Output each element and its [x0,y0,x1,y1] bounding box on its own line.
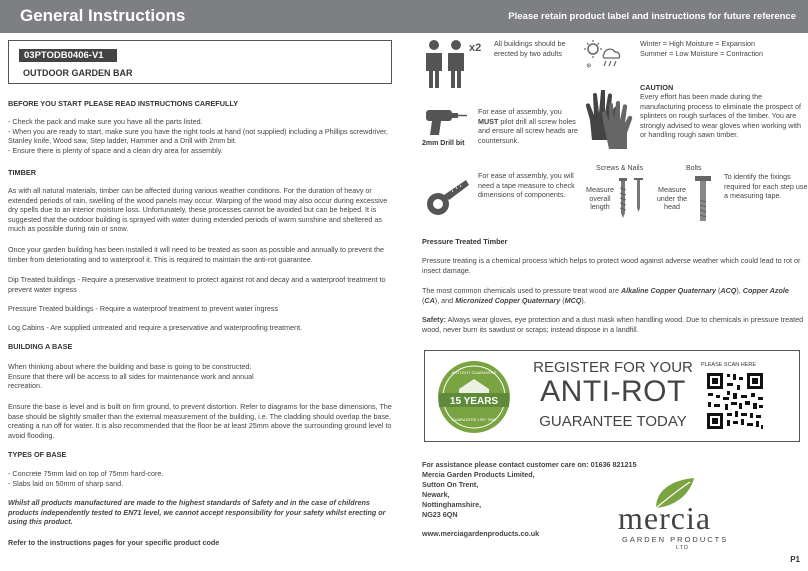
pt-p2-a: The most common chemicals used to pressure treat wood are [422,286,621,295]
pt-p2-m: ). [581,295,586,305]
banner-line-2: ANTI-ROT [540,375,686,408]
scan-label: PLEASE SCAN HERE [701,362,757,368]
drill-text-a: For ease of assembly, you [478,107,562,116]
people-text: All buildings should be erected by two adults [494,39,566,58]
weather-icon [584,40,624,70]
anti-rot-banner [424,350,800,442]
caution-text: Every effort has been made during the manufacturing process to eliminate the prospect of splinters on rough surfaces of the timber. You are strongly advised to wear gloves when working with or handling rough sawn timber. [640,92,802,139]
safety-text: Always wear gloves, eye protection and a dust mask when handling wood. Due to chemicals in pressure treated wood, never burn its sawdust or scraps; instead dispose in a landfill. [422,315,804,334]
page-title: General Instructions [20,6,186,25]
drill-icon [424,106,468,138]
badge-bottom-text: GUARANTEE LIFE TIME [451,417,497,422]
timber-paragraph-3: Dip Treated buildings - Require a preservative treatment to protect against rot and decay and a waterproof treatment to prevent water ingress [8,275,386,294]
base-paragraph-2: Ensure the base is level and is built on firm ground, to prevent distortion. Refer to diagrams for the base dimensions, The base should be slightly smaller than the external measurement of the building, i.e. The cladding should overlap the base, creating a run off for water. It is also recommended that the floor be at least 25mm above the surrounding ground level to avoid flooding. [8,402,392,440]
timber-paragraph-5: Log Cabins - Are supplied untreated and require a preservative and waterproofing treatment. [8,323,303,332]
tape-text: For ease of assembly, you will need a tape measure to check dimensions of components. [478,171,575,199]
product-box [8,40,392,84]
types-text: - Concrete 75mm laid on top of 75mm hard-core. - Slabs laid on 50mm of sharp sand. [8,469,164,488]
banner-line-3: GUARANTEE TODAY [539,413,687,430]
header-bar [0,0,808,33]
disclaimer-text: Whilst all products manufactured are made to the highest standards of Safety and in the case of childrens products independently tested to EN71 level, we cannot accept responsibility for your safety whilst erecting or using this product. [8,498,386,526]
pt-p2-acq: ACQ [720,286,737,295]
pt-p2-c: ( [716,286,721,295]
bolts-label: Bolts [686,165,702,172]
contact-line-4: Newark, [422,490,450,499]
caution-heading: CAUTION [640,83,674,92]
drill-label: 2mm Drill bit [422,140,465,147]
pt-paragraph-2 [422,286,804,305]
types-heading: TYPES OF BASE [8,450,67,459]
pt-heading: Pressure Treated Timber [422,237,508,246]
timber-paragraph-1: As with all natural materials, timber can be affected during various weather conditions. For the duration of heavy or extended periods of rain, swelling of the wood panels may occur. Warping of the wood may also occur during excessive dry spells due to an interior moisture loss. Unfortunately, these processes cannot be avoided but can be helped. It is suggested that the outdoor building is sprayed with water during extended periods of warm sunshine and sheltered as much as possible during rain or snow. [8,186,388,233]
website-link[interactable]: www.merciagardenproducts.co.uk [422,529,540,538]
drill-text [478,107,578,145]
pt-p2-mcq-name: Micronized Copper Quaternary [455,295,561,305]
bolts-measure: Measure under the head [656,185,688,211]
contact-line-3: Sutton On Trent, [422,480,479,489]
refer-text: Refer to the instructions pages for your specific product code [8,538,220,547]
bolt-icon [692,174,714,224]
badge-top-text: ANTI-ROT GUARANTEE [451,370,497,375]
drill-text-c: pilot drill all screw holes and ensure all screw heads are countersunk. [478,116,578,145]
pt-paragraph-1: Pressure treating is a chemical process which helps to protect wood against adverse weather which could lead to rot or insect damage. [422,256,801,275]
pt-p2-ca: CA [424,295,435,305]
page-number: P1 [790,555,800,564]
header-subtitle: Please retain product label and instructions for future reference [508,11,796,22]
pt-p2-i: ), and [434,295,456,305]
drill-text-must: MUST [478,116,499,126]
base-heading: BUILDING A BASE [8,342,73,351]
pt-p2-acq-name: Alkaline Copper Quaternary [620,286,717,295]
product-code: 03PTODB0406-V1 [19,49,117,62]
base-paragraph-1: When thinking about where the building and base is going to be constructed: Ensure that there will be access to all sides for maintenance work and annual recreation. [8,362,254,390]
product-name: OUTDOOR GARDEN BAR [23,68,133,78]
logo-name: mercia [618,500,712,536]
people-count: x2 [469,42,482,54]
screw-nail-icon [616,176,646,222]
svg-text:❄: ❄ [586,62,592,70]
two-people-icon [422,38,470,90]
contact-line-2: Mercia Garden Products Limited, [422,470,535,479]
contact-line-5: Nottinghamshire, [422,500,482,509]
pt-p2-e: ), [736,286,743,295]
logo-ltd: LTD [676,545,689,551]
screws-measure: Measure overall length [586,185,614,211]
safety-paragraph [422,315,804,334]
gloves-icon [584,90,634,152]
timber-heading: TIMBER [8,168,36,177]
banner-line-1: REGISTER FOR YOUR [533,359,693,376]
before-heading: BEFORE YOU START PLEASE READ INSTRUCTIONS CAREFULLY [8,99,239,108]
badge-years: 15 YEARS [449,396,499,407]
safety-label: Safety: [422,315,446,324]
contact-line-6: NG23 6QN [422,510,458,519]
pt-p2-ca-name: Copper Azole [742,286,789,295]
qr-code-icon[interactable] [705,371,765,431]
logo-sub: GARDEN PRODUCTS [622,535,729,544]
pt-p2-g: ( [422,295,425,305]
tape-measure-icon [424,176,470,220]
timber-paragraph-4: Pressure Treated buildings - Require a waterproof treatment to prevent water ingress [8,304,279,313]
screws-label: Screws & Nails [596,165,644,172]
pt-p2-mcq: MCQ [564,295,582,305]
weather-text: Winter = High Moisture = Expansion Summer = Low Moisture = Contraction [640,39,764,58]
contact-line-1: For assistance please contact customer care on: 01636 821215 [422,460,637,469]
timber-paragraph-2: Once your garden building has been installed it will need to be treated as soon as possible and annually to prevent the timber from deteriorating and to waterproof it. This is required to maintain the anti-rot guarantee. [8,245,384,264]
guarantee-badge-icon [435,359,513,435]
fixings-text: To identify the fixings required for each step use a measuring tape. [724,172,808,200]
pt-p2-k: ( [560,295,565,305]
before-text: - Check the pack and make sure you have all the parts listed. - When you are ready to start, make sure you have the right tools at hand (not supplied) including a Phillips screwdriver, Stanley knife, Wood saw, Step ladder, Hammer and a Drill with 2mm bit. - Ensure there is plenty of space and a clean dry area for assembly. [8,117,388,155]
